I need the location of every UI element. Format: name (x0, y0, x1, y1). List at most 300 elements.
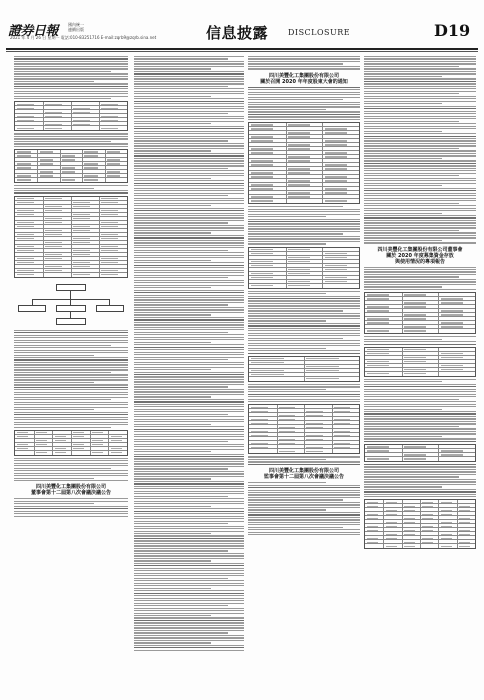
table-cell-divider (457, 544, 458, 548)
text-line (134, 441, 228, 442)
table-cell-divider (322, 123, 323, 126)
text-line (14, 98, 111, 99)
table-cell-divider (99, 249, 100, 252)
table-cell-divider (438, 544, 439, 548)
text-line (134, 585, 244, 586)
table-cell-divider (60, 166, 61, 169)
text-line (364, 438, 476, 439)
text-line (248, 527, 343, 528)
table-cell-divider (99, 106, 100, 109)
table-cell (325, 192, 347, 193)
table-cell-divider (52, 435, 53, 438)
table-cell-divider (37, 158, 38, 161)
text-line (134, 444, 244, 445)
table-cell-divider (332, 437, 333, 440)
table-cell-divider (105, 166, 106, 169)
table-cell (288, 261, 310, 262)
table-cell-divider (402, 500, 403, 503)
table-cell-divider (402, 325, 403, 328)
table-cell (36, 432, 47, 433)
table-cell-divider (277, 449, 278, 453)
table-cell (334, 435, 351, 436)
table-cell (17, 234, 34, 235)
text-line (364, 474, 476, 475)
text-line (134, 588, 211, 589)
text-line (134, 168, 228, 169)
text-line (364, 464, 476, 465)
headline-line: 四川美豐化工集團股份有限公司董事會 (377, 246, 463, 253)
text-line (134, 297, 244, 298)
text-line (134, 421, 244, 422)
table-cell (251, 176, 273, 177)
text-line (248, 221, 360, 222)
table-cell (288, 144, 310, 145)
table-cell (101, 226, 118, 227)
table-cell-divider (304, 421, 305, 424)
table-cell-divider (60, 154, 61, 157)
text-line (248, 353, 360, 354)
text-line (134, 535, 244, 536)
text-line (134, 145, 244, 146)
table-cell-divider (322, 248, 323, 251)
table-cell (288, 257, 310, 258)
text-line (134, 476, 244, 477)
table-cell-divider (438, 297, 439, 300)
table-cell-divider (402, 528, 403, 531)
table-cell (306, 378, 339, 379)
text-line (364, 188, 476, 189)
table-cell-divider (304, 373, 305, 376)
table-cell (17, 258, 34, 259)
table-cell (367, 306, 389, 307)
text-block (364, 336, 476, 345)
table-cell-divider (99, 225, 100, 228)
table-cell (45, 210, 62, 211)
text-line (14, 342, 128, 343)
text-line (134, 354, 244, 355)
text-line (14, 138, 128, 139)
table-cell (325, 253, 347, 254)
text-line (134, 434, 244, 435)
table-row (15, 178, 127, 182)
text-block (248, 56, 360, 70)
table-cell (101, 202, 118, 203)
text-line (248, 323, 360, 324)
text-line (248, 243, 326, 244)
table-cell (306, 358, 339, 359)
text-line (364, 344, 476, 345)
table-cell (251, 419, 268, 420)
table-cell-divider (105, 154, 106, 157)
text-line (248, 58, 360, 59)
table-cell (251, 374, 284, 375)
text-line (134, 590, 244, 591)
text-line (14, 71, 111, 72)
table-cell-divider (277, 409, 278, 412)
text-line (364, 131, 442, 132)
text-line (134, 329, 244, 330)
table-cell-divider (286, 143, 287, 146)
text-line (248, 333, 360, 334)
text-line (134, 391, 244, 392)
text-line (248, 348, 326, 349)
text-line (364, 76, 442, 77)
table-cell-divider (322, 252, 323, 255)
text-line (134, 362, 244, 363)
text-line (14, 475, 128, 476)
text-line (14, 387, 128, 388)
table-cell (404, 314, 426, 315)
table-cell-divider (43, 217, 44, 220)
text-line (134, 93, 244, 94)
table-cell (459, 506, 470, 507)
text-line (364, 123, 476, 124)
text-line (134, 245, 244, 246)
text-line (134, 396, 211, 397)
text-line (134, 163, 244, 164)
table-cell (386, 546, 397, 547)
table-cell (441, 357, 463, 358)
text-line (134, 620, 244, 621)
table-cell (84, 167, 97, 168)
table-cell-divider (71, 269, 72, 272)
text-line (248, 391, 360, 392)
table-cell-divider (332, 417, 333, 420)
chart-box (18, 305, 46, 312)
table-cell-divider (402, 305, 403, 308)
text-line (248, 61, 360, 62)
table-cell-divider (286, 199, 287, 203)
table-cell (84, 179, 97, 180)
table-cell-divider (322, 139, 323, 142)
table-cell (306, 439, 323, 440)
text-line (14, 463, 128, 464)
table-cell-divider (322, 159, 323, 162)
text-line (134, 205, 211, 206)
table-cell (404, 318, 426, 319)
table-cell (422, 538, 433, 539)
text-line (364, 222, 476, 223)
table-row (15, 126, 127, 130)
text-line (134, 414, 228, 415)
table-cell-divider (105, 162, 106, 165)
text-line (14, 364, 128, 365)
text-line (14, 347, 128, 348)
table-cell-divider (71, 221, 72, 224)
table-cell (251, 261, 273, 262)
text-line (134, 506, 211, 507)
text-line (134, 461, 244, 462)
table-row (249, 449, 359, 453)
table-cell-divider (438, 372, 439, 376)
text-line (134, 622, 244, 623)
table-cell (367, 373, 389, 374)
table-cell (45, 128, 62, 129)
table-cell (251, 200, 273, 201)
text-line (248, 236, 360, 237)
table-cell-divider (383, 524, 384, 527)
text-line (14, 379, 128, 380)
text-line (248, 214, 360, 215)
table-cell-divider (37, 150, 38, 153)
table-cell-divider (402, 297, 403, 300)
table-cell-divider (71, 209, 72, 212)
text-line (14, 359, 128, 360)
text-line (248, 514, 360, 515)
text-block (14, 56, 128, 99)
table-cell-divider (43, 265, 44, 268)
text-line (248, 89, 360, 90)
table-cell (367, 294, 389, 295)
text-line (364, 163, 476, 164)
table-cell (386, 522, 397, 523)
table-cell (55, 448, 66, 449)
table-cell (84, 175, 97, 176)
text-line (134, 198, 244, 199)
table-cell-divider (286, 252, 287, 255)
table-cell-divider (438, 352, 439, 355)
masthead (6, 20, 478, 46)
text-line (364, 58, 476, 59)
text-line (248, 308, 360, 309)
table-cell (288, 180, 310, 181)
text-line (134, 458, 244, 459)
text-line (14, 402, 128, 403)
table-cell-divider (322, 179, 323, 182)
table-cell (45, 116, 62, 117)
table-cell (367, 502, 378, 503)
text-line (134, 545, 244, 546)
text-line (134, 488, 244, 489)
text-line (134, 647, 244, 648)
text-line (14, 394, 128, 395)
headline-line: 四川美豐化工集團股份有限公司 (35, 484, 106, 491)
table-cell-divider (99, 237, 100, 240)
text-line (364, 168, 476, 169)
table-cell-divider (332, 425, 333, 428)
text-line (134, 501, 244, 502)
table-cell-divider (438, 356, 439, 359)
text-line (364, 93, 459, 94)
table-cell-divider (402, 445, 403, 448)
text-line (134, 98, 244, 99)
table-cell-divider (43, 110, 44, 113)
table-cell-divider (286, 260, 287, 263)
table-cell (17, 120, 34, 121)
table-cell (441, 510, 452, 511)
table-cell (251, 184, 273, 185)
table-cell-divider (332, 413, 333, 416)
text-line (364, 341, 476, 342)
text-line (134, 188, 244, 189)
table-cell-divider (383, 528, 384, 531)
data-table (364, 347, 476, 377)
table-cell-divider (420, 536, 421, 539)
text-line (364, 396, 476, 397)
text-line (364, 441, 476, 442)
table-cell-divider (71, 257, 72, 260)
table-cell-divider (332, 405, 333, 408)
text-line (364, 193, 476, 194)
text-line (364, 284, 476, 285)
text-line (248, 216, 326, 217)
text-line (134, 583, 244, 584)
table-cell-divider (322, 272, 323, 275)
text-block (14, 498, 128, 517)
text-line (134, 277, 228, 278)
text-line (364, 138, 476, 139)
table-cell (367, 514, 378, 515)
table-cell (73, 226, 90, 227)
table-cell-divider (322, 268, 323, 271)
table-cell-divider (322, 135, 323, 138)
table-cell-divider (438, 453, 439, 456)
text-line (14, 508, 128, 509)
table-cell (101, 222, 118, 223)
issue-info (68, 22, 84, 32)
text-line (134, 190, 244, 191)
table-cell (441, 310, 463, 311)
text-line (134, 235, 244, 236)
text-line (364, 215, 476, 216)
table-cell-divider (457, 500, 458, 503)
table-cell-divider (322, 191, 323, 194)
text-line (134, 605, 228, 606)
text-line (134, 86, 228, 87)
table-cell (17, 210, 34, 211)
text-line (134, 498, 244, 499)
table-cell-divider (457, 520, 458, 523)
text-line (364, 116, 476, 117)
text-line (134, 111, 244, 112)
text-line (248, 517, 360, 518)
text-line (134, 76, 244, 77)
text-line (134, 267, 244, 268)
table-cell (422, 518, 433, 519)
text-line (14, 460, 128, 461)
text-line (134, 617, 244, 618)
text-line (364, 466, 476, 467)
table-cell (404, 458, 426, 459)
text-line (134, 518, 244, 519)
text-line (134, 61, 244, 62)
text-line (364, 158, 442, 159)
table-cell (279, 431, 296, 432)
text-line (134, 640, 244, 641)
text-line (364, 418, 476, 419)
text-line (134, 376, 244, 377)
text-line (14, 506, 128, 507)
table-cell (288, 136, 310, 137)
newspaper-logo: 證券日報 (8, 24, 59, 39)
text-line (364, 155, 476, 156)
table-cell (288, 168, 310, 169)
text-line (134, 508, 244, 509)
text-line (248, 340, 360, 341)
table-cell (334, 419, 351, 420)
text-line (248, 490, 360, 491)
table-cell-divider (37, 170, 38, 173)
table-cell (101, 258, 118, 259)
text-line (134, 466, 244, 467)
table-cell-divider (277, 413, 278, 416)
table-cell (404, 518, 415, 519)
text-line (14, 61, 128, 62)
text-line (134, 426, 244, 427)
table-cell-divider (43, 225, 44, 228)
table-cell (251, 431, 268, 432)
table-cell (107, 159, 120, 160)
text-block (14, 185, 128, 194)
table-cell (101, 198, 118, 199)
text-line (134, 140, 228, 141)
table-cell (306, 427, 323, 428)
text-line (134, 78, 244, 79)
text-line (364, 399, 459, 400)
table-cell-divider (99, 233, 100, 236)
data-table (14, 196, 128, 278)
table-cell-divider (332, 433, 333, 436)
table-cell-divider (99, 261, 100, 264)
text-line (364, 240, 442, 241)
text-line (14, 409, 94, 410)
headline-line: 監事會第十二屆第八次會議決議公告 (263, 474, 344, 481)
text-block (364, 464, 476, 497)
table-cell-divider (99, 245, 100, 248)
text-line (248, 66, 360, 67)
table-cell (45, 104, 62, 105)
text-line (134, 575, 244, 576)
table-cell-divider (34, 447, 35, 450)
text-line (134, 424, 211, 425)
text-line (134, 307, 244, 308)
table-cell-divider (332, 449, 333, 453)
text-line (364, 213, 442, 214)
text-line (134, 103, 244, 104)
table-cell-divider (71, 273, 72, 277)
text-line (134, 531, 244, 532)
text-line (248, 228, 360, 229)
text-line (364, 436, 442, 437)
text-line (134, 185, 244, 186)
table-cell-divider (322, 187, 323, 190)
table-cell-divider (438, 321, 439, 324)
table-cell (325, 176, 347, 177)
text-line (364, 274, 476, 275)
table-cell (306, 447, 323, 448)
text-line (134, 292, 244, 293)
table-cell (367, 506, 378, 507)
table-cell (251, 358, 284, 359)
table-cell (40, 163, 53, 164)
text-line (364, 431, 476, 432)
table-cell-divider (438, 504, 439, 507)
table-cell (17, 175, 30, 176)
chart-box (56, 284, 86, 291)
table-cell (367, 530, 378, 531)
text-line (248, 522, 360, 523)
text-line (134, 232, 211, 233)
table-cell-divider (37, 162, 38, 165)
text-line (248, 504, 360, 505)
table-cell-divider (438, 293, 439, 296)
table-cell (404, 326, 426, 327)
table-cell (101, 120, 118, 121)
text-line (14, 188, 94, 189)
table-cell (441, 450, 463, 451)
text-line (248, 226, 360, 227)
table-cell (288, 192, 310, 193)
